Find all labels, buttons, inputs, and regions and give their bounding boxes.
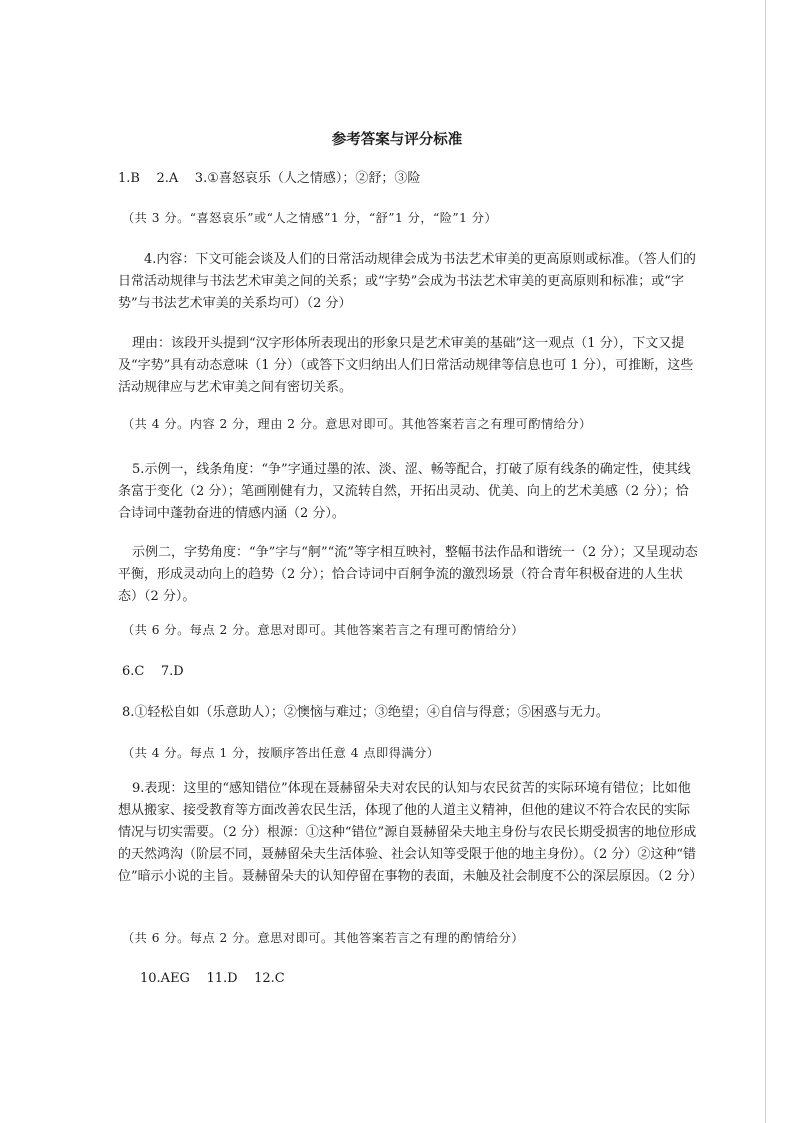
answers-10-12: 10.AEG 11.D 12.C	[140, 971, 285, 986]
scoring-note-5: （共 6 分。每点 2 分。意思对即可。其他答案若言之有理可酌情给分）	[122, 623, 524, 637]
scoring-note-1-3: （共 3 分。“喜怒哀乐”或“人之情感”1 分，“舒”1 分，“险”1 分）	[122, 211, 498, 225]
answer-4-reason: 理由：该段开头提到“汉字形体所表现出的形象只是艺术审美的基础”这一观点（1 分），下文又提及“字势”具有动态意味（1 分）（或答下文归纳出人们日常活动规律等信息也可 1 分），可推断，这些活动规律应与艺术审美之间有密切关系。	[118, 336, 694, 395]
answer-4-content: 4.内容：下文可能会谈及人们的日常活动规律会成为书法艺术审美的更高原则或标准。（答人们的日常活动规律与书法艺术审美之间的关系；或“字势”会成为书法艺术审美的更高原则和标准；或“字势”与书法艺术审美的关系均可）（2 分）	[118, 252, 696, 311]
answer-8: 8.①轻松自如（乐意助人）；②懊恼与难过；③绝望；④自信与得意；⑤困惑与无力。	[122, 705, 609, 720]
scoring-note-8: （共 4 分。每点 1 分，按顺序答出任意 4 点即得满分）	[122, 746, 440, 760]
scoring-note-9: （共 6 分。每点 2 分。意思对即可。其他答案若言之有理的酌情给分）	[122, 931, 524, 945]
answers-6-7: 6.C 7.D	[122, 664, 184, 679]
answer-9: 9.表现：这里的“感知错位”体现在聂赫留朵夫对农民的认知与农民贫苦的实际环境有错位；比如他想从搬家、接受教育等方面改善农民生活，体现了他的人道主义精神，但他的建议不符合农民的实际情况与切实需要。（2 分）根源：①这种“错位”源自聂赫留朵夫地主身份与农民长期受损害的地位形成的天然鸿沟（阶层不同，聂赫留朵夫生活体验、社会认知等受限于他的地主身份）。（2 分）②这种“错位”暗示小说的主旨。聂赫留朵夫的认知停留在事物的表面，未触及社会制度不公的深层原因。（2 分）	[118, 781, 703, 884]
scoring-note-4: （共 4 分。内容 2 分，理由 2 分。意思对即可。其他答案若言之有理可酌情给分）	[122, 417, 592, 431]
scan-edge-line	[765, 0, 766, 1123]
answer-5-example-2: 示例二，字势角度：“争”字与“舸”“流”等字相互映衬，整幅书法作品和谐统一（2 分）；又呈现动态平衡，形成灵动向上的趋势（2 分）；恰合诗词中百舸争流的激烈场景（符合青年积极奋进的人生状态）（2 分）。	[118, 545, 698, 604]
answer-5-example-1: 5.示例一，线条角度：“争”字通过墨的浓、淡、涩、畅等配合，打破了原有线条的确定性，使其线条富于变化（2 分）；笔画刚健有力，又流转自然，开拓出灵动、优美、向上的艺术美感（2 分）；恰合诗词中蓬勃奋进的情感内涵（2 分）。	[118, 462, 691, 521]
page-title: 参考答案与评分标准	[331, 132, 463, 148]
answers-1-3: 1.B 2.A 3.①喜怒哀乐（人之情感）；②舒；③险	[118, 171, 421, 186]
